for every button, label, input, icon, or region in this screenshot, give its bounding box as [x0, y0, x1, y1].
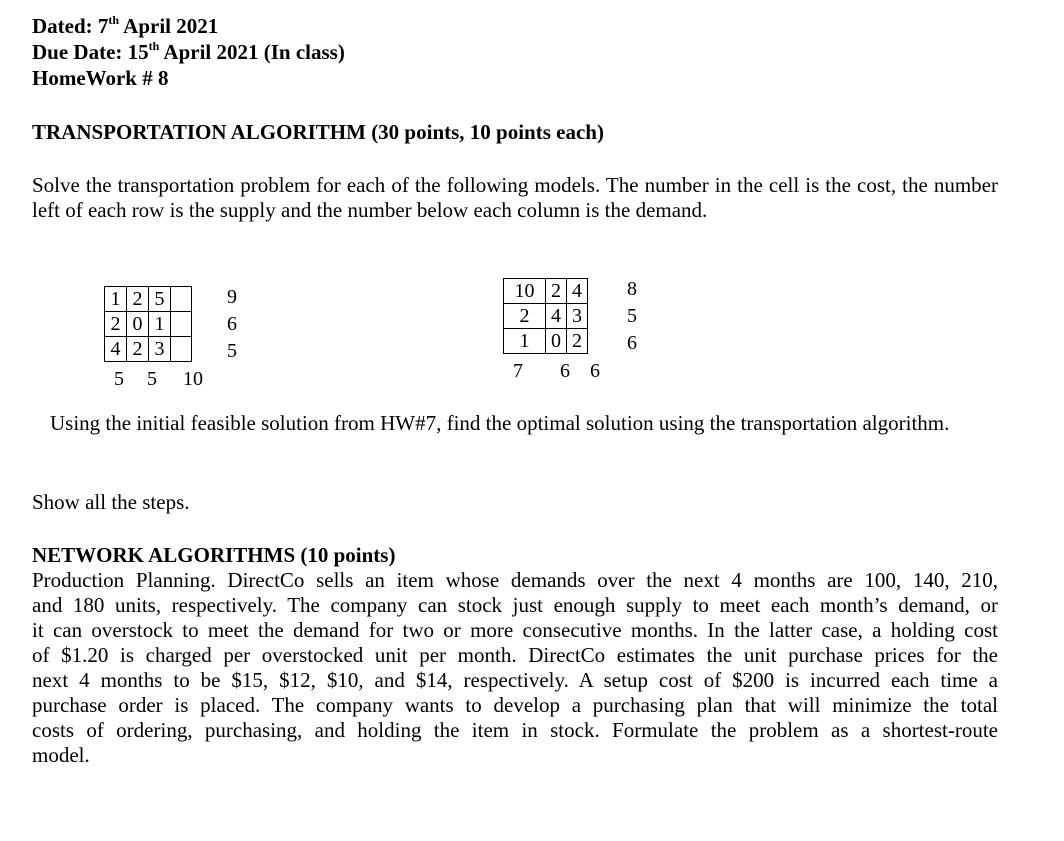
cost-cell: 3 [149, 337, 171, 362]
model1-cost-table [104, 286, 192, 362]
model2-supply-3: 6 [627, 332, 637, 354]
cost-cell: 0 [546, 329, 567, 354]
model2-demand-3: 6 [590, 360, 600, 382]
instructions-text: Solve the transportation problem for each of the following models. The number in the cell is the cost, the number left of each row is the supply and the number below each column is the demand. [32, 173, 998, 222]
show-steps-text: Show all the steps. [32, 490, 190, 514]
transportation-instructions [32, 173, 998, 223]
cost-cell: 5 [149, 287, 171, 312]
network-last-line: model. [32, 743, 90, 767]
cost-cell: 2 [504, 304, 546, 329]
cost-cell: 2 [567, 329, 588, 354]
dated-line [32, 14, 218, 39]
cost-cell: 4 [546, 304, 567, 329]
due-suffix: April 2021 (In class) [159, 40, 345, 64]
table-row [504, 304, 588, 329]
cost-cell: 4 [105, 337, 127, 362]
model1-supply-3: 5 [227, 340, 237, 362]
cost-cell: 2 [127, 287, 149, 312]
using-initial-solution-text: Using the initial feasible solution from HW#7, find the optimal solution using the transportation algorithm. [50, 411, 950, 435]
due-prefix: Due Date: 15 [32, 40, 149, 64]
table-row [504, 329, 588, 354]
network-line: it can overstock to meet the demand for two or more consecutive months. In the latter case, a holding cost [32, 618, 998, 642]
table-row [105, 312, 192, 337]
model2-demand-2: 6 [560, 360, 570, 382]
model1-demand-3: 10 [183, 368, 203, 390]
cost-cell: 2 [105, 312, 127, 337]
dated-sup: th [108, 13, 120, 27]
cost-cell: 0 [127, 312, 149, 337]
model1-supply-2: 6 [227, 313, 237, 335]
model2-cost-table [503, 278, 588, 354]
cost-cell-blank [171, 312, 192, 337]
network-line: purchase order is placed. The company wants to develop a purchasing plan that will minimize the total [32, 693, 998, 717]
dated-suffix: April 2021 [119, 14, 219, 38]
network-title: NETWORK ALGORITHMS (10 points) [32, 543, 396, 567]
network-line: next 4 months to be $15, $12, $10, and $14, respectively. A setup cost of $200 is incurred each time a [32, 668, 998, 692]
dated-prefix: Dated: 7 [32, 14, 109, 38]
homework-number: HomeWork # 8 [32, 66, 169, 90]
model1-supply-1: 9 [227, 286, 237, 308]
network-line: of $1.20 is charged per overstocked unit per month. DirectCo estimates the unit purchase prices for the [32, 643, 998, 667]
table-row [105, 337, 192, 362]
model2-demand-1: 7 [513, 360, 523, 382]
cost-cell: 10 [504, 279, 546, 304]
network-line: Production Planning. DirectCo sells an item whose demands over the next 4 months are 100, 140, 210, [32, 568, 998, 592]
cost-cell: 2 [127, 337, 149, 362]
network-line: costs of ordering, purchasing, and holding the item in stock. Formulate the problem as a shortest-route [32, 718, 998, 742]
due-date-line [32, 40, 345, 65]
cost-cell: 1 [105, 287, 127, 312]
cost-cell-blank [171, 337, 192, 362]
transportation-title: TRANSPORTATION ALGORITHM (30 points, 10 points each) [32, 120, 604, 144]
table-row [504, 279, 588, 304]
cost-cell: 3 [567, 304, 588, 329]
network-line: and 180 units, respectively. The company can stock just enough supply to meet each month’s demand, or [32, 593, 998, 617]
model2-supply-2: 5 [627, 305, 637, 327]
model1-demand-1: 5 [114, 368, 124, 390]
cost-cell-blank [171, 287, 192, 312]
cost-cell: 4 [567, 279, 588, 304]
cost-cell: 2 [546, 279, 567, 304]
network-problem-text [32, 568, 998, 768]
due-sup: th [148, 39, 160, 53]
model2-supply-1: 8 [627, 278, 637, 300]
cost-cell: 1 [504, 329, 546, 354]
model1-demand-2: 5 [147, 368, 157, 390]
cost-cell: 1 [149, 312, 171, 337]
table-row [105, 287, 192, 312]
